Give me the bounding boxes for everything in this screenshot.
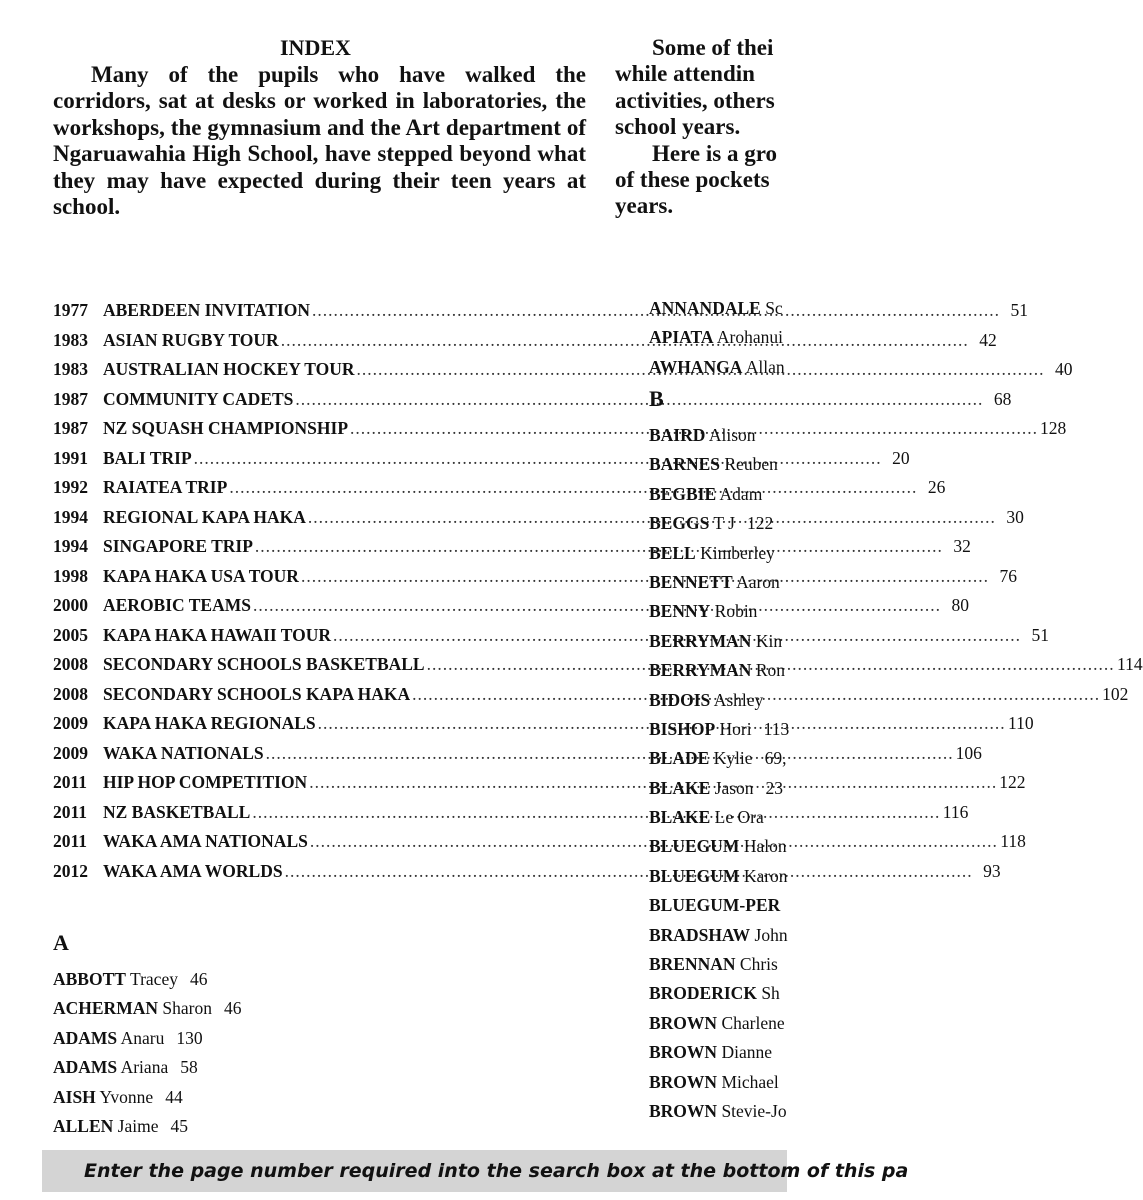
given-name: John	[754, 924, 788, 945]
given-name: Kylie	[713, 748, 753, 769]
event-year: 2011	[53, 772, 88, 793]
surname: BLUEGUM	[649, 865, 740, 886]
section-letter-a: A	[53, 930, 69, 955]
name-entry[interactable]	[649, 480, 787, 509]
event-name: KAPA HAKA USA TOUR	[103, 565, 299, 586]
surname: BROWN	[649, 1012, 718, 1033]
event-page: 32	[953, 536, 971, 557]
surname: BENNY	[649, 601, 711, 622]
name-entry[interactable]	[649, 715, 790, 744]
given-name: Anaru	[120, 1027, 165, 1048]
page-reference: 46	[223, 998, 242, 1019]
page-reference: 45	[170, 1115, 188, 1136]
event-year: 2005	[53, 624, 88, 645]
event-page: 116	[942, 801, 969, 822]
name-entry[interactable]	[649, 627, 787, 656]
intro-paragraph: Many of the pupils who have walked the corridors, sat at desks or worked in laboratories, the workshops, the gymnasium and the Art department of Ngaruawahia High School, have stepped beyond what they may have expected during their teen years at school.	[53, 62, 586, 220]
event-page: 30	[1006, 506, 1024, 527]
surname: BROWN	[649, 1042, 718, 1063]
name-entry[interactable]	[649, 774, 787, 803]
intro-right-line: of these pockets	[615, 167, 770, 193]
given-name: Alison	[708, 425, 756, 445]
given-name: Tracey	[130, 969, 178, 989]
given-name: Ariana	[120, 1057, 169, 1078]
surname: BROWN	[649, 1100, 718, 1121]
event-year: 2011	[53, 801, 88, 822]
surname: BAIRD	[649, 425, 706, 445]
event-name: HIP HOP COMPETITION	[103, 772, 308, 793]
name-entry[interactable]	[649, 1068, 787, 1097]
event-name: NZ SQUASH CHAMPIONSHIP	[103, 418, 349, 439]
intro-right-line: while attendin	[615, 61, 755, 87]
page-reference: 46	[189, 969, 208, 989]
given-name: Sh	[761, 983, 780, 1004]
name-entry[interactable]	[649, 803, 787, 832]
name-entry[interactable]	[649, 450, 787, 479]
surname: BLUEGUM	[649, 836, 740, 857]
event-year: 2008	[53, 654, 88, 675]
given-name: Aaron	[736, 571, 780, 592]
event-year: 1987	[53, 418, 88, 439]
event-name: KAPA HAKA HAWAII TOUR	[103, 624, 332, 645]
event-year: 1987	[53, 388, 88, 409]
given-name: Arohanui	[716, 327, 784, 348]
name-entry[interactable]	[649, 323, 787, 352]
surname: BROWN	[649, 1071, 718, 1092]
surname: BRENNAN	[649, 954, 736, 975]
event-page: 26	[927, 477, 946, 498]
page-reference: 44	[165, 1086, 183, 1107]
intro-right-line: activities, others	[615, 87, 775, 113]
name-entry[interactable]	[649, 597, 787, 626]
event-name: KAPA HAKA REGIONALS	[103, 713, 316, 734]
name-entry[interactable]	[53, 1024, 241, 1053]
name-entry[interactable]	[649, 686, 787, 715]
name-entry[interactable]	[649, 1009, 787, 1038]
given-name: Stevie-Jo	[721, 1100, 787, 1121]
event-year: 1983	[53, 329, 88, 350]
event-page: 68	[993, 388, 1012, 409]
event-page: 51	[1010, 300, 1028, 321]
event-page: 106	[955, 742, 982, 763]
surname: BLAKE	[649, 777, 711, 798]
name-entry[interactable]	[649, 891, 787, 920]
event-name: AEROBIC TEAMS	[103, 595, 251, 616]
surname: BLUEGUM-PER	[649, 895, 781, 916]
event-name: RAIATEA TRIP	[103, 477, 228, 498]
event-entry[interactable]	[53, 385, 1012, 415]
search-instruction-text: Enter the page number required into the search box at the bottom of this pa	[84, 1160, 909, 1182]
surname: BRODERICK	[649, 983, 757, 1004]
surname: ANNANDALE	[649, 298, 761, 318]
given-name: Yvonne	[99, 1086, 154, 1107]
page-reference: 69,	[764, 748, 787, 769]
name-entry[interactable]	[649, 539, 787, 568]
given-name: Sharon	[162, 998, 212, 1019]
given-name: Ashley	[713, 689, 764, 710]
given-name: Hori	[719, 718, 752, 739]
page-reference: 58	[180, 1057, 198, 1078]
surname: BERRYMAN	[649, 660, 752, 681]
surname: BEGBIE	[649, 483, 717, 504]
event-page: 128	[1040, 418, 1067, 439]
given-name: Dianne	[721, 1042, 772, 1063]
given-name: Le Ora	[714, 807, 764, 828]
given-name: T J	[713, 513, 735, 534]
event-page: 42	[979, 329, 997, 350]
intro-right-line: years.	[615, 193, 674, 219]
name-entry[interactable]	[649, 832, 787, 861]
intro-right-line: Some of thei	[652, 35, 774, 60]
given-name: Ron	[755, 660, 785, 681]
given-name: Robin	[714, 601, 758, 622]
given-name: Allan	[745, 356, 785, 377]
section-letter-b: B	[649, 386, 664, 411]
page-reference: 130	[176, 1027, 203, 1048]
event-name: ASIAN RUGBY TOUR	[103, 329, 279, 350]
surname: ALLEN	[53, 1115, 114, 1136]
leader-dots	[253, 597, 941, 615]
given-name: Karon	[743, 865, 788, 886]
name-entry[interactable]	[649, 1038, 787, 1067]
given-name: Adam	[719, 483, 763, 504]
surname: APIATA	[649, 327, 714, 348]
surname: BISHOP	[649, 718, 716, 739]
event-year: 1977	[53, 300, 88, 321]
given-name: Chris	[739, 954, 778, 975]
event-year: 1998	[53, 565, 88, 586]
event-year: 1994	[53, 506, 88, 527]
leader-dots	[252, 804, 940, 822]
event-year: 2009	[53, 713, 88, 734]
name-entry[interactable]	[649, 950, 787, 979]
event-name: SECONDARY SCHOOLS BASKETBALL	[103, 654, 425, 675]
surname: ACHERMAN	[53, 998, 158, 1019]
name-entry[interactable]	[649, 294, 787, 323]
given-name: Jason	[714, 777, 754, 798]
leader-dots	[301, 568, 989, 586]
given-name: Jaime	[117, 1115, 159, 1136]
event-name: COMMUNITY CADETS	[103, 388, 294, 409]
event-page: 118	[1000, 831, 1026, 852]
names-list-b	[649, 421, 790, 1126]
event-page: 51	[1031, 624, 1050, 645]
intro-right-para-2	[615, 141, 995, 220]
event-page: 110	[1008, 713, 1034, 734]
surname: BELL	[649, 542, 696, 563]
leader-dots	[295, 391, 983, 409]
search-instruction-banner	[42, 1150, 909, 1192]
event-name: NZ BASKETBALL	[103, 801, 251, 822]
name-entry[interactable]	[649, 921, 787, 950]
event-year: 2000	[53, 595, 88, 616]
name-entry[interactable]	[649, 656, 787, 685]
event-page: 76	[999, 565, 1017, 586]
leader-dots	[255, 538, 943, 556]
name-entry[interactable]	[53, 994, 241, 1023]
surname: AISH	[53, 1086, 96, 1107]
name-entry[interactable]	[649, 568, 787, 597]
event-name: WAKA NATIONALS	[103, 742, 264, 763]
surname: AWHANGA	[649, 356, 743, 377]
surname: BRADSHAW	[649, 924, 751, 945]
index-title: INDEX	[280, 35, 351, 60]
name-entry[interactable]	[649, 509, 787, 538]
surname: BEGGS	[649, 513, 710, 534]
page-reference: 113	[763, 718, 790, 739]
given-name: Halon	[743, 836, 787, 857]
surname: BARNES	[649, 454, 720, 475]
surname: BERRYMAN	[649, 630, 752, 651]
surname: ABBOTT	[53, 969, 126, 989]
event-page: 102	[1102, 683, 1129, 704]
event-name: WAKA AMA WORLDS	[103, 860, 283, 881]
names-list-a	[53, 965, 241, 1141]
event-page: 80	[951, 595, 969, 616]
leader-dots	[285, 863, 973, 881]
surname: ADAMS	[53, 1057, 118, 1078]
name-entry[interactable]	[649, 353, 787, 382]
event-name: ABERDEEN INVITATION	[103, 300, 310, 321]
name-entry[interactable]	[649, 421, 787, 450]
name-entry[interactable]	[53, 1083, 241, 1112]
name-entry[interactable]	[53, 1112, 241, 1141]
given-name: Kimberley	[700, 542, 775, 563]
given-name: Charlene	[721, 1012, 785, 1033]
event-year: 1994	[53, 536, 88, 557]
intro-right-column	[615, 35, 995, 220]
page-reference: 23	[765, 777, 784, 798]
event-page: 20	[892, 447, 910, 468]
names-list-a-continued	[649, 294, 787, 382]
event-page: 122	[999, 772, 1026, 793]
event-page: 114	[1117, 654, 1143, 675]
event-name: WAKA AMA NATIONALS	[103, 831, 308, 852]
leader-dots	[266, 745, 954, 763]
event-year: 2008	[53, 683, 88, 704]
name-entry[interactable]	[649, 862, 787, 891]
given-name: Kin	[755, 630, 783, 651]
event-name: SECONDARY SCHOOLS KAPA HAKA	[103, 683, 411, 704]
name-entry[interactable]	[649, 744, 787, 773]
name-entry[interactable]	[53, 965, 241, 994]
event-year: 1983	[53, 359, 88, 380]
event-name: REGIONAL KAPA HAKA	[103, 506, 306, 527]
event-name: AUSTRALIAN HOCKEY TOUR	[103, 359, 355, 380]
surname: BIDOIS	[649, 689, 711, 710]
intro-right-line: school years.	[615, 114, 741, 140]
event-page: 93	[983, 860, 1001, 881]
name-entry[interactable]	[53, 1053, 241, 1082]
event-name: SINGAPORE TRIP	[103, 536, 253, 557]
leader-dots	[229, 479, 917, 497]
event-year: 2009	[53, 742, 88, 763]
event-name: BALI TRIP	[103, 447, 192, 468]
surname: ADAMS	[53, 1027, 118, 1048]
given-name: Michael	[721, 1071, 779, 1092]
intro-right-para-1	[615, 35, 995, 141]
event-page: 40	[1055, 359, 1073, 380]
intro-right-line: Here is a gro	[652, 140, 777, 166]
name-entry[interactable]	[649, 1097, 787, 1126]
event-year: 2012	[53, 860, 88, 881]
page-reference: 122	[746, 513, 774, 534]
event-year: 1991	[53, 447, 88, 468]
leader-dots	[281, 332, 969, 350]
given-name: Reuben	[724, 454, 778, 475]
event-year: 1992	[53, 477, 88, 498]
name-entry[interactable]	[649, 979, 787, 1008]
surname: BENNETT	[649, 571, 733, 592]
event-year: 2011	[53, 831, 88, 852]
surname: BLAKE	[649, 807, 711, 828]
given-name: Sc	[765, 298, 783, 318]
surname: BLADE	[649, 748, 710, 769]
